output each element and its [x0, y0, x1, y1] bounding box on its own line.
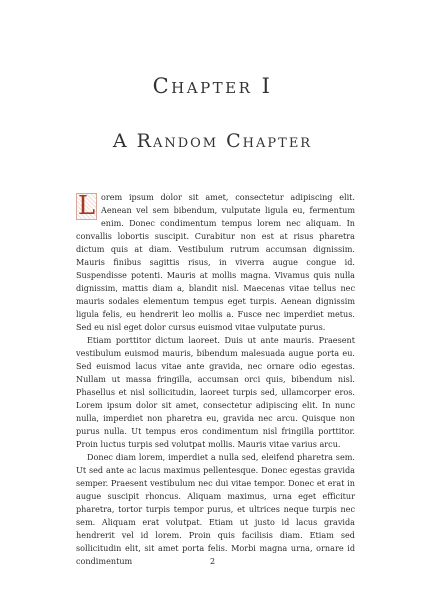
chapter-body — [76, 191, 355, 568]
page-number: 2 — [209, 557, 216, 566]
paragraph-3: Donec diam lorem, imperdiet a nulla sed, eleifend pharetra sem. Ut sed ante ac lacus maximus pellentesque. Donec egestas gravida semper. Praesent vestibulum nec dui vitae tempor. Donec et erat in augue suscipit rhoncus. Aliquam maximus, urna eget efficitur pharetra, tortor turpis tempor purus, et ultrices neque turpis nec sem. Aliquam erat volutpat. Etiam ut justo id lacus gravida hendrerit vel id lorem. Proin quis facilisis diam. Etiam sed sollicitudin elit, sit amet porta felis. Morbi magna urna, ornare id condimentum — [76, 452, 355, 566]
paragraph-1-text: orem ipsum dolor sit amet, consectetur adipiscing elit. Aenean vel sem bibendum, vulputate ligula eu, fermentum enim. Donec condimentum tempus lorem nec aliquam. In convallis lobortis suscipit. Curabitur non est at risus pharetra dictum quis at diam. Vestibulum rutrum accumsan dignissim. Mauris finibus sagittis risus, in viverra augue congue id. Suspendisse potenti. Mauris at mollis magna. Vivamus quis nulla dignissim, mattis diam a, blandit nisl. Maecenas vitae tellus nec mauris sodales elementum tempus eget turpis. Aenean dignissim ligula felis, eu hendrerit leo mollis a. Fusce nec imperdiet metus. Sed eu nisl eget dolor cursus euismod vitae vulputate purus. — [76, 192, 355, 332]
paragraph-2: Etiam porttitor dictum laoreet. Duis ut ante mauris. Praesent vestibulum euismod mauris, bibendum malesuada augue porta eu. Sed euismod lacus vitae ante gravida, nec ornare odio egestas. Nullam ut massa fringilla, accumsan orci quis, bibendum nisl. Phasellus et nisl sollicitudin, laoreet turpis sed, ullamcorper eros. Lorem ipsum dolor sit amet, consectetur adipiscing elit. In nunc nulla, imperdiet non pharetra eu, gravida nec arcu. Quisque non purus nulla. Ut tempus eros condimentum nisl fringilla porttitor. Proin luctus turpis sed volutpat mollis. Mauris vitae varius arcu. — [76, 335, 355, 449]
chapter-label: Chapter I — [152, 74, 273, 98]
chapter-title: A Random Chapter — [112, 130, 313, 152]
dropcap-illuminated-letter: L — [77, 191, 96, 221]
paragraph-1 — [76, 191, 355, 334]
